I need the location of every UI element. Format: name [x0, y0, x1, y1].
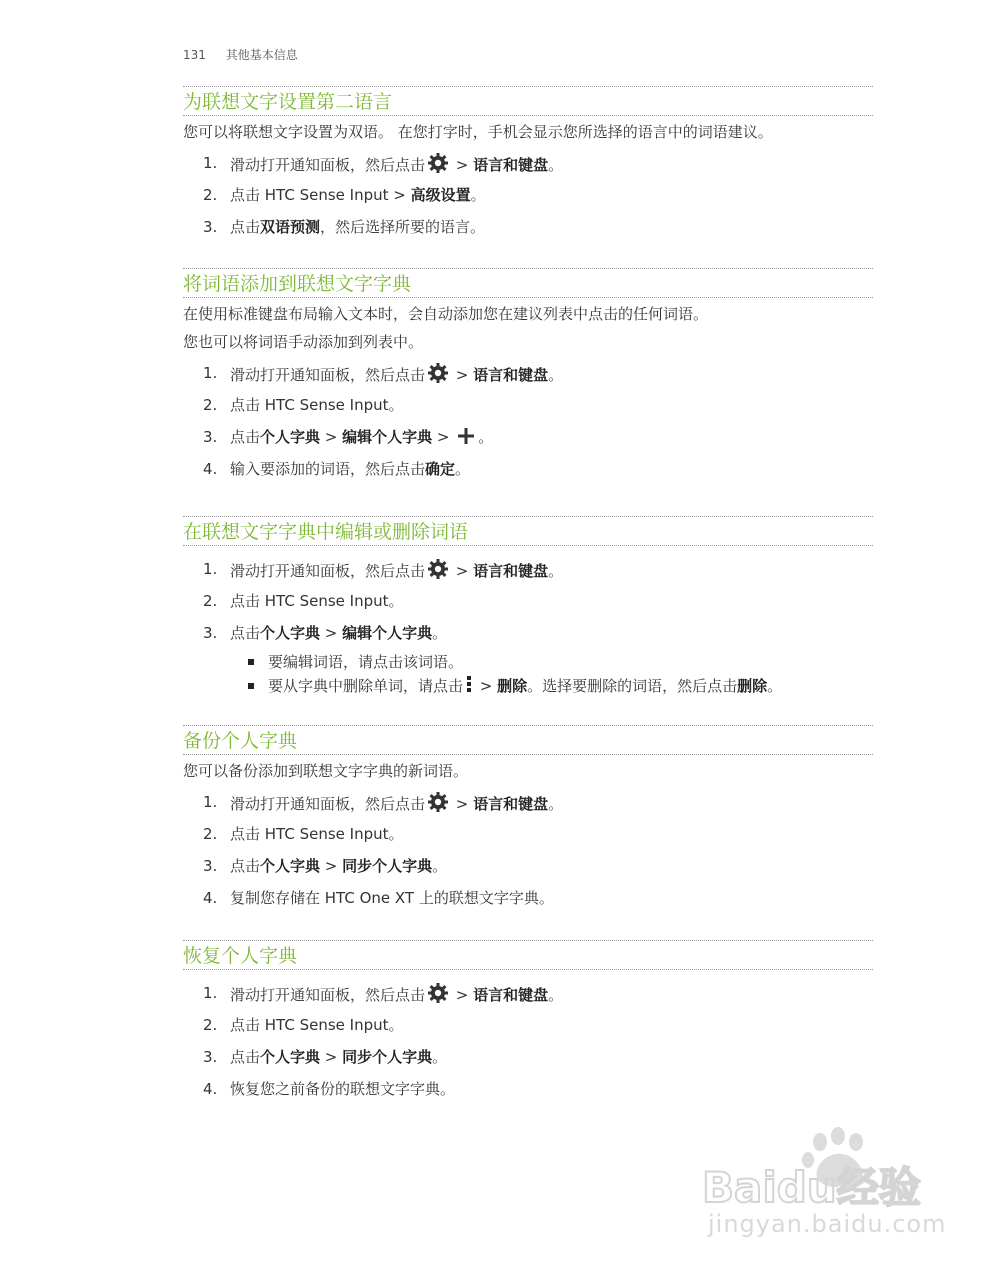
section-heading: 备份个人字典	[183, 730, 298, 752]
step-item: 2. 点击 HTC Sense Input > 高级设置。	[203, 186, 486, 204]
section-heading: 在联想文字字典中编辑或删除词语	[183, 521, 469, 543]
step-item: 1. 滑动打开通知面板，然后点击 > 语言和键盘。	[183, 362, 873, 384]
step-item: 4. 恢复您之前备份的联想文字字典。	[203, 1080, 456, 1098]
bullet-item: 要编辑词语，请点击该词语。	[248, 650, 873, 674]
divider	[183, 754, 873, 755]
step-list	[183, 982, 873, 1100]
paragraph: 您可以将联想文字设置为双语。 在您打字时，手机会显示您所选择的语言中的词语建议。	[183, 123, 773, 141]
paragraph: 您可以备份添加到联想文字字典的新词语。	[183, 762, 469, 780]
step-item: 3. 点击个人字典 > 编辑个人字典。	[203, 624, 448, 642]
divider	[183, 268, 873, 269]
divider	[183, 969, 873, 970]
step-item: 1. 滑动打开通知面板，然后点击 > 语言和键盘。	[183, 152, 873, 174]
watermark-url: jingyan.baidu.com	[708, 1210, 947, 1238]
step-list	[183, 362, 873, 480]
step-item: 2. 点击 HTC Sense Input。	[203, 592, 404, 610]
divider	[183, 86, 873, 87]
section-second-language	[183, 86, 873, 248]
section-backup	[183, 725, 873, 919]
section-heading: 为联想文字设置第二语言	[183, 91, 393, 113]
step-item: 4. 复制您存储在 HTC One XT 上的联想文字字典。	[203, 889, 554, 907]
step-item: 4. 输入要添加的词语，然后点击确定。	[203, 460, 471, 478]
plus-icon	[457, 427, 475, 451]
gear-icon	[427, 558, 449, 586]
divider	[183, 516, 873, 517]
divider	[183, 545, 873, 546]
gear-icon	[427, 152, 449, 180]
step-list	[183, 152, 873, 238]
step-item: 3. 点击个人字典 > 同步个人字典。	[203, 1048, 448, 1066]
section-heading: 将词语添加到联想文字字典	[183, 273, 412, 295]
divider	[183, 115, 873, 116]
paragraph: 在使用标准键盘布局输入文本时，会自动添加您在建议列表中点击的任何词语。	[183, 305, 709, 323]
baidu-logo	[700, 1120, 940, 1210]
gear-icon	[427, 791, 449, 819]
section-edit-delete	[183, 516, 873, 700]
gear-icon	[427, 362, 449, 390]
step-item: 3. 点击个人字典 > 编辑个人字典 > 。	[183, 426, 873, 448]
page-number: 131	[183, 48, 206, 62]
step-item: 2. 点击 HTC Sense Input。	[203, 1016, 404, 1034]
gear-icon	[427, 982, 449, 1010]
bullet-list	[183, 650, 873, 700]
section-restore	[183, 940, 873, 1110]
step-item: 3. 点击双语预测，然后选择所要的语言。	[203, 218, 486, 236]
step-item: 1. 滑动打开通知面板，然后点击 > 语言和键盘。	[183, 791, 873, 813]
paragraph: 您也可以将词语手动添加到列表中。	[183, 333, 424, 351]
page-header	[183, 46, 298, 63]
step-list	[183, 558, 873, 644]
step-item: 2. 点击 HTC Sense Input。	[203, 825, 404, 843]
bullet-item: 要从字典中删除单词，请点击 > 删除。选择要删除的词语，然后点击删除。	[248, 674, 873, 700]
divider	[183, 940, 873, 941]
menu-icon	[466, 675, 472, 700]
logo-text: Baidu经验	[702, 1163, 921, 1210]
section-add-words	[183, 268, 873, 490]
baidu-watermark	[700, 1120, 947, 1250]
step-item: 3. 点击个人字典 > 同步个人字典。	[203, 857, 448, 875]
step-item: 2. 点击 HTC Sense Input。	[203, 396, 404, 414]
section-heading: 恢复个人字典	[183, 945, 298, 967]
chapter-title: 其他基本信息	[225, 48, 298, 62]
step-item: 1. 滑动打开通知面板，然后点击 > 语言和键盘。	[183, 558, 873, 580]
step-item: 1. 滑动打开通知面板，然后点击 > 语言和键盘。	[183, 982, 873, 1004]
step-list	[183, 791, 873, 909]
divider	[183, 297, 873, 298]
divider	[183, 725, 873, 726]
